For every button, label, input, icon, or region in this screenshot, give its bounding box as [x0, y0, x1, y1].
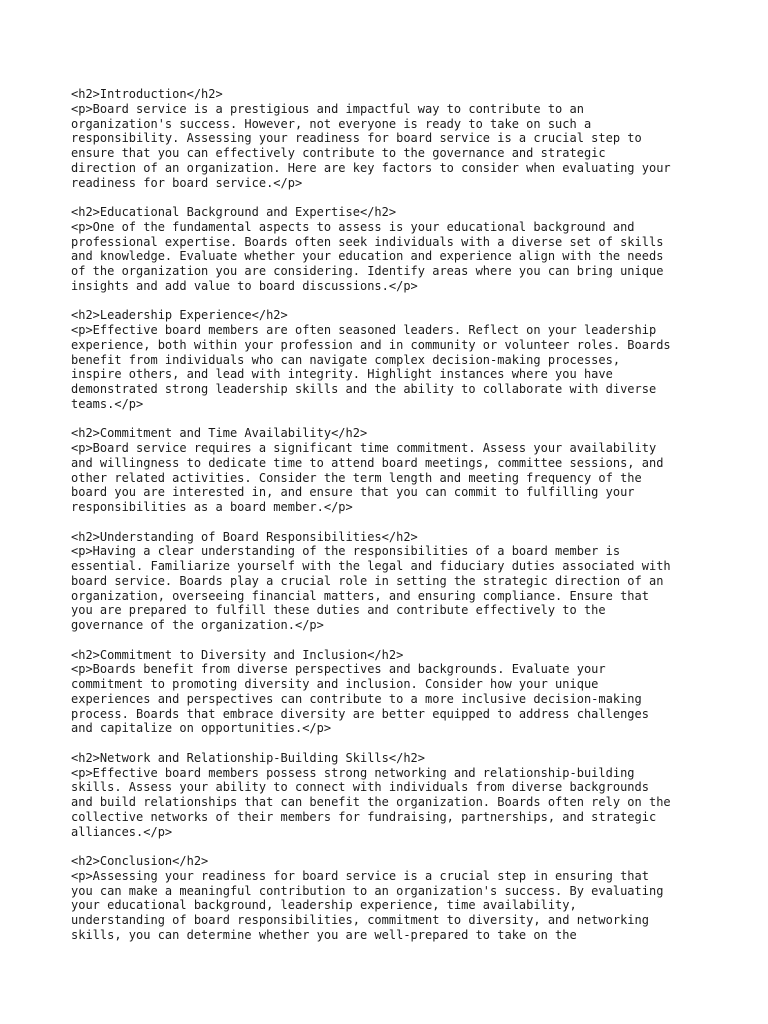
- paragraph-line: other related activities. Consider the term length and meeting frequency of the: [71, 470, 642, 485]
- section-heading: <h2>Commitment and Time Availability</h2>: [71, 426, 368, 441]
- section-board-responsibilities: [71, 530, 711, 633]
- paragraph-line: alliances.</p>: [71, 824, 173, 839]
- paragraph-line: <p>Assessing your readiness for board service is a crucial step in ensuring that: [71, 868, 649, 883]
- paragraph-line: and build relationships that can benefit the organization. Boards often rely on the: [71, 795, 671, 809]
- paragraph-line: readiness for board service.</p>: [71, 175, 303, 190]
- paragraph-line: of the organization you are considering. Identify areas where you can bring unique: [71, 264, 664, 278]
- paragraph-line: collective networks of their members for fundraising, partnerships, and strategic: [71, 809, 657, 824]
- paragraph-line: responsibility. Assessing your readiness for board service is a crucial step to: [71, 131, 642, 146]
- paragraph-line: essential. Familiarize yourself with the legal and fiduciary duties associated with: [71, 559, 671, 573]
- paragraph-line: organization, overseeing financial matters, and ensuring compliance. Ensure that: [71, 588, 649, 603]
- section-heading: <h2>Commitment to Diversity and Inclusion</h2>: [71, 647, 404, 662]
- paragraph-line: teams.</p>: [71, 396, 144, 411]
- section-networking-skills: [71, 751, 711, 840]
- paragraph-line: and knowledge. Evaluate whether your education and experience align with the needs: [71, 249, 664, 264]
- paragraph-line: and capitalize on opportunities.</p>: [71, 721, 332, 736]
- paragraph-line: experiences and perspectives can contribute to a more inclusive decision-making: [71, 691, 642, 706]
- paragraph-line: board service. Boards play a crucial role in setting the strategic direction of an: [71, 573, 664, 588]
- paragraph-line: direction of an organization. Here are key factors to consider when evaluating your: [71, 160, 671, 175]
- paragraph-line: <p>Board service is a prestigious and impactful way to contribute to an: [71, 101, 584, 116]
- section-leadership-experience: [71, 308, 711, 411]
- paragraph-line: <p>Boards benefit from diverse perspectives and backgrounds. Evaluate your: [71, 662, 606, 677]
- section-introduction: [71, 87, 711, 190]
- section-conclusion: [71, 854, 711, 943]
- paragraph-line: inspire others, and lead with integrity. Highlight instances where you have: [71, 367, 613, 382]
- section-diversity-inclusion: [71, 648, 711, 737]
- paragraph-line: <p>Board service requires a significant time commitment. Assess your availability: [71, 441, 657, 455]
- section-heading: <h2>Leadership Experience</h2>: [71, 308, 288, 323]
- paragraph-line: <p>Effective board members are often seasoned leaders. Reflect on your leadership: [71, 323, 657, 337]
- paragraph-line: board you are interested in, and ensure that you can commit to fulfilling your: [71, 485, 635, 500]
- paragraph-line: you are prepared to fulfill these duties and contribute effectively to the: [71, 603, 606, 618]
- paragraph-line: <p>Having a clear understanding of the responsibilities of a board member is: [71, 544, 621, 559]
- paragraph-line: responsibilities as a board member.</p>: [71, 500, 353, 514]
- paragraph-line: skills. Assess your ability to connect with individuals from diverse backgrounds: [71, 780, 649, 795]
- section-heading: <h2>Conclusion</h2>: [71, 854, 209, 868]
- paragraph-line: understanding of board responsibilities, commitment to diversity, and networking: [71, 913, 649, 927]
- paragraph-line: insights and add value to board discussions.</p>: [71, 278, 418, 293]
- paragraph-line: skills, you can determine whether you are well-prepared to take on the: [71, 927, 577, 942]
- paragraph-line: benefit from individuals who can navigate complex decision-making processes,: [71, 352, 621, 367]
- paragraph-line: you can make a meaningful contribution to an organization's success. By evaluating: [71, 883, 664, 898]
- paragraph-line: and willingness to dedicate time to attend board meetings, committee sessions, and: [71, 455, 664, 470]
- section-heading: <h2>Educational Background and Expertise</h2>: [71, 205, 397, 219]
- paragraph-line: commitment to promoting diversity and inclusion. Consider how your unique: [71, 677, 599, 691]
- document-page: [71, 87, 711, 957]
- paragraph-line: professional expertise. Boards often seek individuals with a diverse set of skills: [71, 234, 664, 249]
- section-educational-background: [71, 205, 711, 294]
- paragraph-line: ensure that you can effectively contribute to the governance and strategic: [71, 146, 606, 160]
- paragraph-line: process. Boards that embrace diversity are better equipped to address challenges: [71, 706, 649, 721]
- paragraph-line: your educational background, leadership experience, time availability,: [71, 898, 577, 913]
- section-commitment-time: [71, 426, 711, 515]
- paragraph-line: experience, both within your profession and in community or volunteer roles. Boards: [71, 337, 671, 352]
- section-heading: <h2>Network and Relationship-Building Skills</h2>: [71, 750, 426, 765]
- section-heading: <h2>Understanding of Board Responsibilities</h2>: [71, 529, 418, 544]
- paragraph-line: <p>One of the fundamental aspects to assess is your educational background and: [71, 219, 635, 234]
- paragraph-line: organization's success. However, not everyone is ready to take on such a: [71, 116, 592, 131]
- section-heading: <h2>Introduction</h2>: [71, 87, 223, 101]
- paragraph-line: governance of the organization.</p>: [71, 618, 324, 632]
- paragraph-line: demonstrated strong leadership skills and the ability to collaborate with diverse: [71, 382, 657, 396]
- paragraph-line: <p>Effective board members possess strong networking and relationship-building: [71, 765, 635, 780]
